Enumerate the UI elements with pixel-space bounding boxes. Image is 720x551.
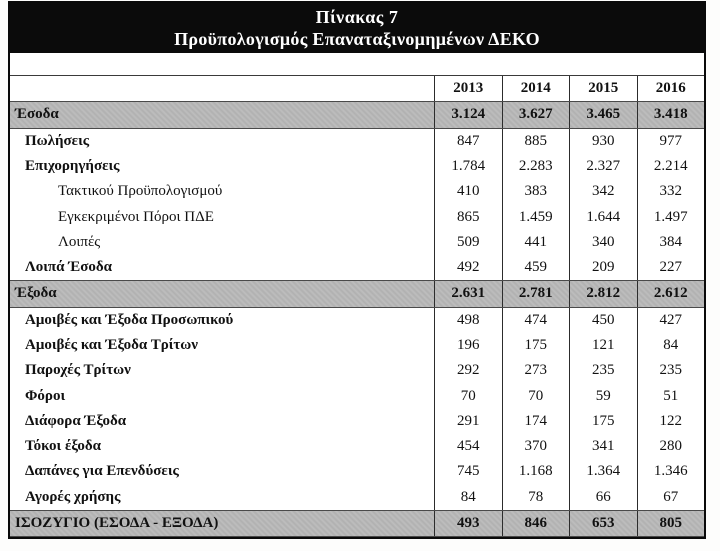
row-value-2016: 280 [637, 434, 705, 459]
row-value-2015: 342 [569, 179, 637, 204]
row-label: Αγορές χρήσης [25, 488, 121, 505]
row-value-2016: 84 [637, 333, 705, 358]
row-value-2014: 474 [502, 308, 570, 333]
table-row-subitem-3 [10, 179, 704, 204]
table-row-item-1 [10, 129, 704, 154]
row-value-2016: 67 [637, 485, 705, 510]
row-value-2013: 70 [434, 383, 502, 408]
table-row-subitem-4 [10, 204, 704, 229]
row-value-2013: 196 [434, 333, 502, 358]
row-value-2015: 121 [569, 333, 637, 358]
row-value-2015: 2.812 [569, 281, 637, 306]
row-label: Εγκεκριμένοι Πόροι ΠΔΕ [58, 208, 214, 225]
row-value-2013: 410 [434, 179, 502, 204]
row-value-2015: 930 [569, 129, 637, 154]
row-value-2013: 454 [434, 434, 502, 459]
row-value-2013: 509 [434, 230, 502, 255]
row-value-2015: 3.465 [569, 102, 637, 127]
row-value-2016: 3.418 [637, 102, 705, 127]
row-value-2013: 291 [434, 409, 502, 434]
table-number-title: Πίνακας 7 [315, 6, 399, 27]
row-value-2014: 273 [502, 358, 570, 383]
row-value-2015: 450 [569, 308, 637, 333]
row-label: Τακτικού Προϋπολογισμού [58, 183, 223, 200]
row-value-2015: 1.644 [569, 204, 637, 229]
row-value-2015: 175 [569, 409, 637, 434]
row-value-2013: 3.124 [434, 102, 502, 127]
row-value-2013: 1.784 [434, 154, 502, 179]
row-value-2014: 370 [502, 434, 570, 459]
row-label: Λοιπές [58, 233, 101, 250]
row-label: Αμοιβές και Έξοδα Τρίτων [25, 336, 198, 353]
row-value-2013: 84 [434, 485, 502, 510]
row-value-2014: 459 [502, 255, 570, 280]
row-value-2016: 1.497 [637, 204, 705, 229]
row-value-2013: 2.631 [434, 281, 502, 306]
row-value-2014: 885 [502, 129, 570, 154]
year-header-2013: 2013 [434, 76, 502, 101]
table-frame [8, 1, 706, 539]
table-row-item-11 [10, 383, 704, 408]
table-row-item-14 [10, 459, 704, 484]
row-label: Δαπάνες για Επενδύσεις [25, 463, 179, 480]
row-label: Λοιπά Έσοδα [25, 259, 113, 276]
row-value-2014: 3.627 [502, 102, 570, 127]
row-value-2016: 977 [637, 129, 705, 154]
row-value-2015: 235 [569, 358, 637, 383]
row-value-2014: 175 [502, 333, 570, 358]
row-value-2014: 70 [502, 383, 570, 408]
row-value-2016: 2.214 [637, 154, 705, 179]
table-row-total-16 [10, 510, 704, 537]
row-value-2013: 865 [434, 204, 502, 229]
row-value-2013: 292 [434, 358, 502, 383]
row-value-2016: 235 [637, 358, 705, 383]
row-value-2013: 498 [434, 308, 502, 333]
row-value-2015: 66 [569, 485, 637, 510]
row-value-2015: 209 [569, 255, 637, 280]
year-header-2014: 2014 [502, 76, 570, 101]
row-value-2014: 846 [502, 511, 570, 536]
title-table-gap [10, 53, 704, 75]
table-row-item-6 [10, 255, 704, 280]
table-row-item-9 [10, 333, 704, 358]
row-value-2014: 1.459 [502, 204, 570, 229]
row-label: Επιχορηγήσεις [25, 157, 120, 174]
table-row-section-0 [10, 101, 704, 128]
row-value-2016: 805 [637, 511, 705, 536]
row-label: ΙΣΟΖΥΓΙΟ (ΕΣΟΔΑ - ΕΞΟΔΑ) [15, 514, 219, 531]
row-value-2016: 332 [637, 179, 705, 204]
year-header-2015: 2015 [569, 76, 637, 101]
row-value-2014: 383 [502, 179, 570, 204]
table-row-item-12 [10, 409, 704, 434]
table-title-bar [10, 3, 704, 53]
row-value-2015: 1.364 [569, 459, 637, 484]
row-value-2014: 2.781 [502, 281, 570, 306]
row-label: Έσοδα [15, 106, 59, 123]
table-row-section-7 [10, 280, 704, 307]
row-label: Παροχές Τρίτων [25, 362, 131, 379]
row-value-2013: 492 [434, 255, 502, 280]
row-value-2014: 78 [502, 485, 570, 510]
row-value-2014: 1.168 [502, 459, 570, 484]
row-value-2016: 384 [637, 230, 705, 255]
table-row-item-13 [10, 434, 704, 459]
row-value-2016: 227 [637, 255, 705, 280]
row-value-2016: 2.612 [637, 281, 705, 306]
row-value-2015: 59 [569, 383, 637, 408]
table-row-item-10 [10, 358, 704, 383]
row-value-2016: 1.346 [637, 459, 705, 484]
row-label: Φόροι [25, 387, 66, 404]
table-row-subitem-5 [10, 230, 704, 255]
table-row-item-8 [10, 308, 704, 333]
row-value-2015: 340 [569, 230, 637, 255]
table-subtitle: Προϋπολογισμός Επαναταξινομημένων ΔΕΚΟ [174, 28, 540, 49]
row-label: Διάφορα Έξοδα [25, 412, 127, 429]
row-value-2013: 493 [434, 511, 502, 536]
row-value-2014: 441 [502, 230, 570, 255]
row-label: Τόκοι έξοδα [25, 438, 102, 455]
row-value-2015: 2.327 [569, 154, 637, 179]
row-label: Αμοιβές και Έξοδα Προσωπικού [25, 311, 234, 328]
row-value-2016: 122 [637, 409, 705, 434]
year-header-2016: 2016 [637, 76, 705, 101]
table-row-item-15 [10, 485, 704, 510]
row-value-2013: 847 [434, 129, 502, 154]
row-value-2013: 745 [434, 459, 502, 484]
table-row-item-2 [10, 154, 704, 179]
row-value-2015: 653 [569, 511, 637, 536]
row-value-2015: 341 [569, 434, 637, 459]
budget-table [10, 75, 704, 537]
row-label: Έξοδα [15, 285, 57, 302]
row-value-2016: 427 [637, 308, 705, 333]
row-value-2014: 2.283 [502, 154, 570, 179]
year-header-row [10, 76, 704, 101]
row-label: Πωλήσεις [25, 132, 90, 149]
row-value-2016: 51 [637, 383, 705, 408]
row-value-2014: 174 [502, 409, 570, 434]
